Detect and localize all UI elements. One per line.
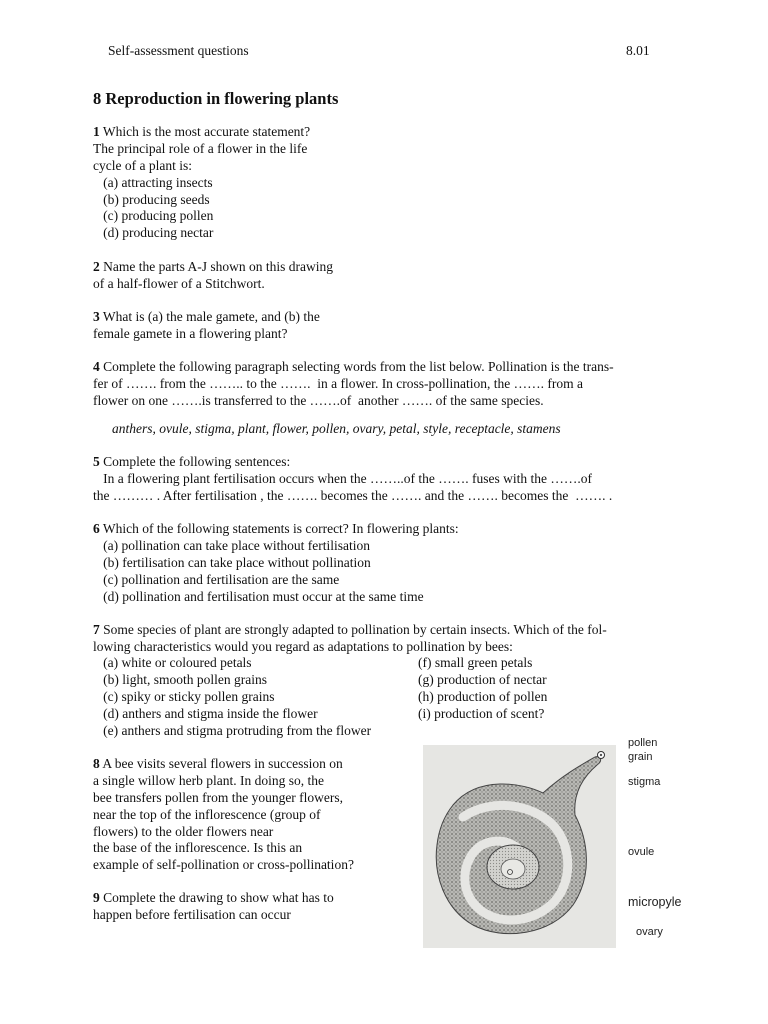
question-text: the base of the inflorescence. Is this an bbox=[93, 840, 303, 855]
question-1 bbox=[93, 124, 310, 141]
label-stigma: stigma bbox=[628, 776, 661, 788]
question-number: 8 bbox=[93, 756, 100, 771]
question-number: 9 bbox=[93, 890, 100, 905]
question-number: 7 bbox=[93, 622, 100, 637]
question-number: 6 bbox=[93, 521, 100, 536]
question-text: The principal role of a flower in the life bbox=[93, 141, 308, 156]
ovary-diagram bbox=[423, 745, 616, 948]
page-title: 8 Reproduction in flowering plants bbox=[93, 89, 339, 108]
question-text: Complete the following sentences: bbox=[99, 454, 291, 469]
option-b: (b) light, smooth pollen grains bbox=[93, 672, 267, 687]
option-c: (c) producing pollen bbox=[93, 208, 214, 223]
option-a: (a) white or coloured petals bbox=[93, 655, 252, 670]
question-text: Complete the following paragraph selecting words from the list below. Pollination is the trans- bbox=[99, 359, 614, 374]
page-number: 8.01 bbox=[626, 43, 650, 58]
question-text: fer of ……. from the …….. to the ……. in a flower. In cross-pollination, the ……. from a bbox=[93, 376, 584, 391]
word-list: anthers, ovule, stigma, plant, flower, pollen, ovary, petal, style, receptacle, stamens bbox=[112, 421, 561, 436]
option-f: (f) small green petals bbox=[418, 655, 533, 670]
question-text: Complete the drawing to show what has to bbox=[99, 890, 334, 905]
question-text: Which is the most accurate statement? bbox=[99, 124, 311, 139]
option-a: (a) attracting insects bbox=[93, 175, 213, 190]
option-d: (d) pollination and fertilisation must occur at the same time bbox=[93, 589, 424, 604]
question-9 bbox=[93, 890, 334, 907]
question-text: flowers) to the older flowers near bbox=[93, 824, 274, 839]
option-c: (c) pollination and fertilisation are the same bbox=[93, 572, 340, 587]
question-text: happen before fertilisation can occur bbox=[93, 907, 291, 922]
label-pollen: pollen bbox=[628, 737, 658, 749]
question-text: Some species of plant are strongly adapted to pollination by certain insects. Which of the fol- bbox=[99, 622, 607, 637]
question-text: Which of the following statements is correct? In flowering plants: bbox=[99, 521, 459, 536]
question-7 bbox=[93, 622, 607, 639]
question-text: What is (a) the male gamete, and (b) the bbox=[99, 309, 320, 324]
question-text: a single willow herb plant. In doing so, the bbox=[93, 773, 324, 788]
question-text: In a flowering plant fertilisation occurs when the ……..of the ……. fuses with the …….of bbox=[93, 471, 593, 486]
question-number: 2 bbox=[93, 259, 100, 274]
question-text: female gamete in a flowering plant? bbox=[93, 326, 288, 341]
option-e: (e) anthers and stigma protruding from the flower bbox=[93, 723, 372, 738]
label-ovule: ovule bbox=[628, 846, 655, 858]
option-h: (h) production of pollen bbox=[418, 689, 548, 704]
option-d: (d) anthers and stigma inside the flower bbox=[93, 706, 318, 721]
question-2 bbox=[93, 259, 333, 276]
option-g: (g) production of nectar bbox=[418, 672, 547, 687]
option-i: (i) production of scent? bbox=[418, 706, 545, 721]
question-number: 5 bbox=[93, 454, 100, 469]
option-d: (d) producing nectar bbox=[93, 225, 214, 240]
question-4 bbox=[93, 359, 614, 376]
question-number: 3 bbox=[93, 309, 100, 324]
question-text: bee transfers pollen from the younger flowers, bbox=[93, 790, 344, 805]
ovary-drawing bbox=[423, 745, 616, 948]
question-number: 1 bbox=[93, 124, 100, 139]
question-text: A bee visits several flowers in succession on bbox=[99, 756, 343, 771]
question-number: 4 bbox=[93, 359, 100, 374]
question-text: lowing characteristics would you regard as adaptations to pollination by bees: bbox=[93, 639, 513, 654]
question-text: Name the parts A-J shown on this drawing bbox=[99, 259, 333, 274]
question-text: example of self-pollination or cross-pollination? bbox=[93, 857, 354, 872]
question-3 bbox=[93, 309, 320, 326]
question-text: near the top of the inflorescence (group of bbox=[93, 807, 321, 822]
option-b: (b) producing seeds bbox=[93, 192, 210, 207]
header-left: Self-assessment questions bbox=[108, 43, 249, 58]
question-5 bbox=[93, 454, 290, 471]
embryo-sac bbox=[501, 859, 525, 879]
question-8 bbox=[93, 756, 343, 773]
option-b: (b) fertilisation can take place without pollination bbox=[93, 555, 371, 570]
question-6 bbox=[93, 521, 459, 538]
question-text: cycle of a plant is: bbox=[93, 158, 192, 173]
option-c: (c) spiky or sticky pollen grains bbox=[93, 689, 275, 704]
question-text: flower on one …….is transferred to the …….of another ……. of the same species. bbox=[93, 393, 544, 408]
label-ovary: ovary bbox=[636, 926, 663, 938]
label-grain: grain bbox=[628, 751, 653, 763]
question-text: the ……… . After fertilisation , the ……. becomes the ……. and the ……. becomes the ……. . bbox=[93, 488, 613, 503]
question-text: of a half-flower of a Stitchwort. bbox=[93, 276, 265, 291]
option-a: (a) pollination can take place without fertilisation bbox=[93, 538, 371, 553]
label-micropyle: micropyle bbox=[628, 895, 682, 909]
